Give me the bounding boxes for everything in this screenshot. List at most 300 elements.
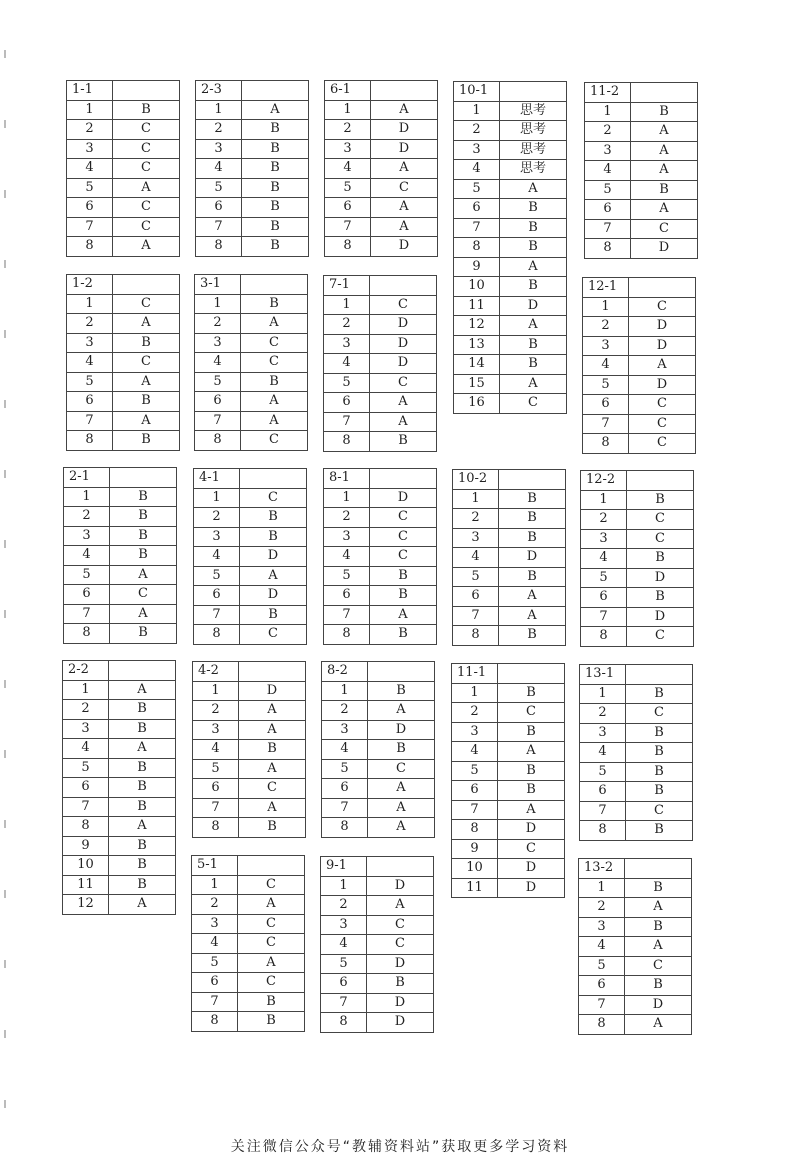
table-row (324, 393, 437, 413)
answer-cell: B (240, 527, 307, 547)
question-number: 4 (63, 739, 109, 759)
answer-cell: B (242, 237, 309, 257)
answer-table-11-1 (451, 663, 565, 898)
table-row (67, 100, 180, 120)
table-row (193, 798, 306, 818)
answer-cell: D (499, 548, 566, 568)
question-number: 2 (580, 704, 626, 724)
question-number: 7 (195, 411, 241, 431)
answer-cell: D (240, 586, 307, 606)
table-row (192, 953, 305, 973)
question-number: 6 (583, 395, 629, 415)
table-row (325, 217, 438, 237)
question-number: 8 (67, 431, 113, 451)
question-number: 1 (321, 876, 367, 896)
question-number: 8 (196, 237, 242, 257)
answer-cell: A (239, 759, 306, 779)
answer-cell: B (242, 120, 309, 140)
answer-table-11-2 (584, 82, 698, 259)
answer-cell: A (241, 392, 308, 412)
table-row (325, 159, 438, 179)
table-row (67, 217, 180, 237)
table-row (579, 976, 692, 996)
table-header-row (324, 469, 437, 489)
answer-cell: C (241, 353, 308, 373)
answer-cell: A (367, 896, 434, 916)
answer-table-1-1 (66, 80, 180, 257)
table-row (67, 120, 180, 140)
question-number: 10 (63, 856, 109, 876)
table-row (67, 392, 180, 412)
answer-table-2-1 (63, 467, 177, 644)
question-number: 3 (192, 914, 238, 934)
question-number: 4 (583, 356, 629, 376)
answer-cell: B (113, 392, 180, 412)
answer-cell: C (367, 915, 434, 935)
table-row (195, 314, 308, 334)
answer-cell: B (499, 489, 566, 509)
table-row (192, 875, 305, 895)
table-header-row (453, 470, 566, 490)
section-label: 8-1 (324, 469, 370, 489)
answer-table-6-1 (324, 80, 438, 257)
table-row (581, 510, 694, 530)
answer-cell: D (370, 488, 437, 508)
question-number: 3 (454, 140, 500, 160)
table-row (196, 120, 309, 140)
question-number: 1 (193, 681, 239, 701)
question-number: 3 (196, 139, 242, 159)
table-row (194, 508, 307, 528)
answer-cell: 思考 (500, 160, 567, 180)
answer-table-1-2 (66, 274, 180, 451)
question-number: 7 (579, 995, 625, 1015)
table-header-row (585, 83, 698, 103)
question-number: 6 (192, 973, 238, 993)
answer-cell: A (498, 800, 565, 820)
table-row (583, 317, 696, 337)
table-row (452, 781, 565, 801)
question-number: 4 (195, 353, 241, 373)
question-number: 6 (195, 392, 241, 412)
answer-cell: B (500, 277, 567, 297)
table-row (452, 820, 565, 840)
question-number: 7 (581, 607, 627, 627)
header-blank-cell (371, 81, 438, 101)
table-row (194, 625, 307, 645)
answer-cell: B (626, 782, 693, 802)
question-number: 6 (579, 976, 625, 996)
table-row (196, 100, 309, 120)
answer-cell: A (113, 178, 180, 198)
header-blank-cell (113, 275, 180, 295)
answer-cell: B (110, 526, 177, 546)
answer-cell: B (627, 588, 694, 608)
question-number: 3 (324, 527, 370, 547)
table-row (195, 392, 308, 412)
answer-cell: C (113, 353, 180, 373)
question-number: 2 (67, 314, 113, 334)
table-row (63, 739, 176, 759)
table-row (321, 974, 434, 994)
table-row (196, 237, 309, 257)
section-label: 5-1 (192, 856, 238, 876)
table-row (194, 488, 307, 508)
table-row (583, 336, 696, 356)
table-row (322, 818, 435, 838)
question-number: 2 (579, 898, 625, 918)
table-row (67, 139, 180, 159)
header-blank-cell (498, 664, 565, 684)
table-row (580, 723, 693, 743)
answer-cell: A (500, 257, 567, 277)
table-row (580, 762, 693, 782)
answer-cell: B (239, 740, 306, 760)
question-number: 1 (325, 100, 371, 120)
question-number: 8 (64, 624, 110, 644)
answer-cell: B (631, 180, 698, 200)
table-row (321, 876, 434, 896)
question-number: 7 (67, 217, 113, 237)
question-number: 8 (325, 237, 371, 257)
table-row (193, 681, 306, 701)
table-row (454, 199, 567, 219)
table-row (581, 490, 694, 510)
table-header-row (580, 665, 693, 685)
scan-edge-marks (4, 30, 7, 1130)
answer-table-4-2 (192, 661, 306, 838)
answer-cell: A (629, 356, 696, 376)
answer-cell: 思考 (500, 121, 567, 141)
table-row (196, 217, 309, 237)
answer-table-13-1 (579, 664, 693, 841)
question-number: 3 (585, 141, 631, 161)
answer-cell: A (113, 237, 180, 257)
table-row (322, 681, 435, 701)
question-number: 3 (583, 336, 629, 356)
answer-cell: D (370, 334, 437, 354)
answer-cell: B (625, 976, 692, 996)
table-row (193, 779, 306, 799)
answer-cell: B (110, 487, 177, 507)
table-row (67, 198, 180, 218)
question-number: 7 (322, 798, 368, 818)
table-row (195, 431, 308, 451)
question-number: 2 (63, 700, 109, 720)
table-row (585, 180, 698, 200)
answer-cell: A (242, 100, 309, 120)
answer-cell: B (242, 217, 309, 237)
table-row (452, 859, 565, 879)
answer-cell: D (629, 336, 696, 356)
table-row (579, 937, 692, 957)
answer-cell: B (109, 719, 176, 739)
table-row (581, 529, 694, 549)
answer-cell: A (370, 393, 437, 413)
answer-cell: A (239, 701, 306, 721)
answer-cell: B (498, 683, 565, 703)
question-number: 2 (194, 508, 240, 528)
answer-cell: A (110, 604, 177, 624)
answer-cell: C (113, 217, 180, 237)
question-number: 1 (194, 488, 240, 508)
question-number: 8 (579, 1015, 625, 1035)
table-row (195, 411, 308, 431)
answer-cell: B (238, 1012, 305, 1032)
table-header-row (196, 81, 309, 101)
question-number: 3 (322, 720, 368, 740)
question-number: 2 (324, 315, 370, 335)
question-number: 16 (454, 394, 500, 414)
answer-cell: D (498, 859, 565, 879)
question-number: 3 (194, 527, 240, 547)
table-row (64, 565, 177, 585)
table-row (585, 141, 698, 161)
table-row (583, 356, 696, 376)
table-row (63, 758, 176, 778)
table-row (192, 895, 305, 915)
question-number: 11 (454, 296, 500, 316)
question-number: 9 (454, 257, 500, 277)
section-label: 8-2 (322, 662, 368, 682)
answer-cell: B (500, 199, 567, 219)
question-number: 1 (196, 100, 242, 120)
answer-cell: A (239, 720, 306, 740)
table-row (192, 973, 305, 993)
question-number: 6 (452, 781, 498, 801)
answer-cell: D (367, 954, 434, 974)
answer-cell: B (110, 546, 177, 566)
question-number: 5 (64, 565, 110, 585)
table-row (580, 704, 693, 724)
answer-cell: B (109, 758, 176, 778)
answer-cell: B (113, 100, 180, 120)
table-row (454, 316, 567, 336)
question-number: 4 (193, 740, 239, 760)
table-row (324, 625, 437, 645)
answer-cell: C (627, 510, 694, 530)
answer-cell: C (631, 219, 698, 239)
table-header-row (192, 856, 305, 876)
table-header-row (64, 468, 177, 488)
table-header-row (63, 661, 176, 681)
answer-table-10-2 (452, 469, 566, 646)
table-header-row (67, 275, 180, 295)
question-number: 3 (324, 334, 370, 354)
question-number: 5 (67, 372, 113, 392)
answer-cell: B (500, 335, 567, 355)
table-row (454, 218, 567, 238)
section-label: 4-1 (194, 469, 240, 489)
table-row (192, 914, 305, 934)
table-row (63, 778, 176, 798)
section-label: 1-1 (67, 81, 113, 101)
table-row (195, 294, 308, 314)
answer-cell: A (241, 411, 308, 431)
answer-table-8-2 (321, 661, 435, 838)
answer-cell: B (241, 294, 308, 314)
question-number: 8 (321, 1013, 367, 1033)
answer-cell: A (241, 314, 308, 334)
question-number: 4 (321, 935, 367, 955)
table-row (579, 956, 692, 976)
answer-cell: B (240, 508, 307, 528)
answer-cell: C (238, 914, 305, 934)
question-number: 4 (322, 740, 368, 760)
answer-cell: D (371, 120, 438, 140)
question-number: 2 (454, 121, 500, 141)
question-number: 7 (67, 411, 113, 431)
answer-cell: C (498, 839, 565, 859)
answer-cell: A (631, 122, 698, 142)
answer-cell: B (240, 605, 307, 625)
header-blank-cell (626, 665, 693, 685)
table-row (321, 1013, 434, 1033)
header-blank-cell (113, 81, 180, 101)
question-number: 5 (324, 373, 370, 393)
table-row (321, 896, 434, 916)
question-number: 2 (192, 895, 238, 915)
question-number: 4 (64, 546, 110, 566)
table-row (322, 759, 435, 779)
answer-cell: C (368, 759, 435, 779)
answer-cell: D (625, 995, 692, 1015)
answer-cell: C (367, 935, 434, 955)
table-row (581, 568, 694, 588)
question-number: 7 (321, 993, 367, 1013)
header-blank-cell (370, 276, 437, 296)
answer-cell: A (625, 898, 692, 918)
answer-cell: C (629, 395, 696, 415)
answer-cell: C (113, 120, 180, 140)
header-blank-cell (368, 662, 435, 682)
answer-cell: B (626, 743, 693, 763)
table-row (324, 605, 437, 625)
header-blank-cell (238, 856, 305, 876)
header-blank-cell (627, 471, 694, 491)
question-number: 3 (63, 719, 109, 739)
answer-cell: A (109, 680, 176, 700)
answer-cell: A (500, 179, 567, 199)
section-label: 13-1 (580, 665, 626, 685)
question-number: 2 (581, 510, 627, 530)
table-row (63, 797, 176, 817)
answer-cell: A (240, 566, 307, 586)
table-row (580, 801, 693, 821)
answer-cell: B (500, 355, 567, 375)
question-number: 8 (585, 239, 631, 259)
table-header-row (67, 81, 180, 101)
question-number: 6 (322, 779, 368, 799)
answer-cell: D (367, 1013, 434, 1033)
answer-cell: A (370, 605, 437, 625)
table-row (194, 605, 307, 625)
table-row (195, 333, 308, 353)
question-number: 7 (585, 219, 631, 239)
table-row (322, 701, 435, 721)
table-row (64, 507, 177, 527)
question-number: 3 (321, 915, 367, 935)
question-number: 6 (325, 198, 371, 218)
answer-cell: D (498, 878, 565, 898)
answer-table-5-1 (191, 855, 305, 1032)
answer-cell: C (238, 875, 305, 895)
table-row (324, 527, 437, 547)
answer-cell: B (500, 238, 567, 258)
table-row (583, 375, 696, 395)
answer-cell: C (371, 178, 438, 198)
question-number: 4 (196, 159, 242, 179)
answer-cell: B (626, 762, 693, 782)
header-blank-cell (239, 662, 306, 682)
question-number: 5 (580, 762, 626, 782)
table-row (452, 703, 565, 723)
question-number: 5 (194, 566, 240, 586)
header-blank-cell (631, 83, 698, 103)
question-number: 8 (454, 238, 500, 258)
question-number: 2 (67, 120, 113, 140)
question-number: 5 (585, 180, 631, 200)
answer-cell: A (499, 587, 566, 607)
table-row (452, 683, 565, 703)
table-row (192, 934, 305, 954)
header-blank-cell (109, 661, 176, 681)
table-row (67, 411, 180, 431)
question-number: 1 (581, 490, 627, 510)
question-number: 3 (325, 139, 371, 159)
answer-cell: A (113, 314, 180, 334)
table-row (454, 179, 567, 199)
question-number: 9 (63, 836, 109, 856)
answer-cell: A (500, 374, 567, 394)
table-row (67, 431, 180, 451)
question-number: 2 (195, 314, 241, 334)
answer-cell: B (626, 684, 693, 704)
table-row (193, 740, 306, 760)
table-row (64, 624, 177, 644)
question-number: 1 (453, 489, 499, 509)
section-label: 11-2 (585, 83, 631, 103)
answer-cell: C (239, 779, 306, 799)
answer-cell: B (238, 992, 305, 1012)
question-number: 2 (64, 507, 110, 527)
question-number: 10 (452, 859, 498, 879)
table-row (67, 178, 180, 198)
table-row (63, 856, 176, 876)
question-number: 6 (580, 782, 626, 802)
section-label: 11-1 (452, 664, 498, 684)
table-row (67, 237, 180, 257)
table-row (196, 178, 309, 198)
answer-cell: B (370, 625, 437, 645)
question-number: 7 (583, 414, 629, 434)
table-row (454, 355, 567, 375)
table-row (196, 139, 309, 159)
answer-cell: C (238, 934, 305, 954)
question-number: 6 (581, 588, 627, 608)
answer-cell: A (109, 817, 176, 837)
question-number: 7 (196, 217, 242, 237)
table-row (193, 720, 306, 740)
table-row (453, 606, 566, 626)
answer-cell: A (498, 742, 565, 762)
question-number: 1 (324, 488, 370, 508)
answer-cell: D (627, 568, 694, 588)
question-number: 2 (583, 317, 629, 337)
table-row (64, 604, 177, 624)
answer-cell: A (371, 100, 438, 120)
question-number: 10 (454, 277, 500, 297)
